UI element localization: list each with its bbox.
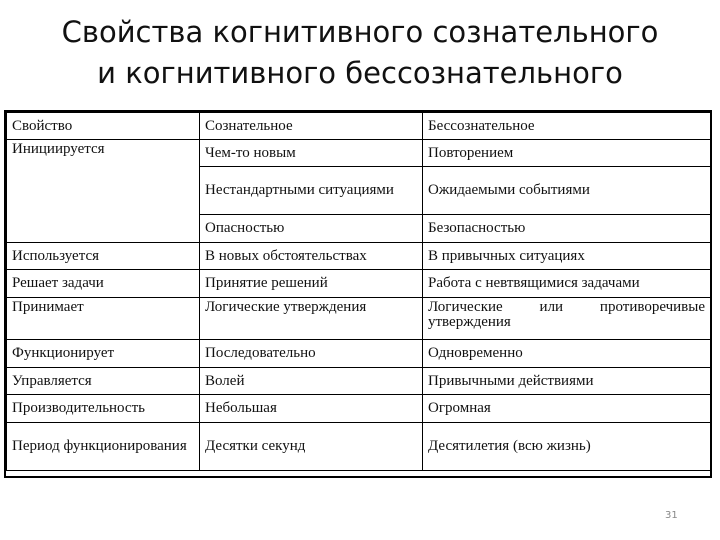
slide-title-line-2: и когнитивного бессознательного [97, 56, 623, 90]
cell-conscious: Опасностью [200, 215, 423, 243]
cell-property: Управляется [7, 368, 200, 395]
cell-unconscious: Работа с невтвящимися задачами [423, 270, 711, 298]
table-row [7, 270, 711, 298]
cell-conscious: Нестандартными ситуациями [200, 167, 423, 215]
page-number: 31 [665, 510, 678, 521]
table-row [7, 340, 711, 368]
cell-conscious: Волей [200, 368, 423, 395]
cell-unconscious: Огромная [423, 395, 711, 423]
slide-title [0, 12, 720, 94]
cell-property: Принимает [7, 298, 200, 340]
table-row [7, 140, 711, 167]
cell-unconscious: Ожидаемыми событиями [423, 167, 711, 215]
cell-unconscious: Привычными действиями [423, 368, 711, 395]
cell-property: Решает задачи [7, 270, 200, 298]
table-row [7, 423, 711, 471]
cell-property: Производительность [7, 395, 200, 423]
cell-conscious: Десятки секунд [200, 423, 423, 471]
cell-conscious: Принятие решений [200, 270, 423, 298]
cell-unconscious: В привычных ситуациях [423, 243, 711, 270]
slide-title-line-1: Свойства когнитивного сознательного [61, 15, 659, 49]
table-header-row [7, 113, 711, 140]
header-property: Свойство [7, 113, 200, 140]
cell-unconscious: Безопасностью [423, 215, 711, 243]
table-row [7, 298, 711, 340]
cell-unconscious: Повторением [423, 140, 711, 167]
table-row [7, 395, 711, 423]
table-frame [4, 110, 712, 478]
table-row [7, 368, 711, 395]
cell-conscious: Небольшая [200, 395, 423, 423]
cell-unconscious: Логические или противоречивые утверждения [423, 298, 711, 340]
cell-property: Используется [7, 243, 200, 270]
cell-property: Инициируется [7, 140, 200, 243]
cell-property: Функционирует [7, 340, 200, 368]
cell-conscious: Последовательно [200, 340, 423, 368]
table-row [7, 243, 711, 270]
header-conscious: Сознательное [200, 113, 423, 140]
cell-conscious: В новых обстоятельствах [200, 243, 423, 270]
cell-conscious: Чем-то новым [200, 140, 423, 167]
cell-conscious: Логические утверждения [200, 298, 423, 340]
properties-table [6, 112, 711, 471]
cell-unconscious: Десятилетия (всю жизнь) [423, 423, 711, 471]
header-unconscious: Бессознательное [423, 113, 711, 140]
cell-property: Период функционирования [7, 423, 200, 471]
cell-unconscious: Одновременно [423, 340, 711, 368]
